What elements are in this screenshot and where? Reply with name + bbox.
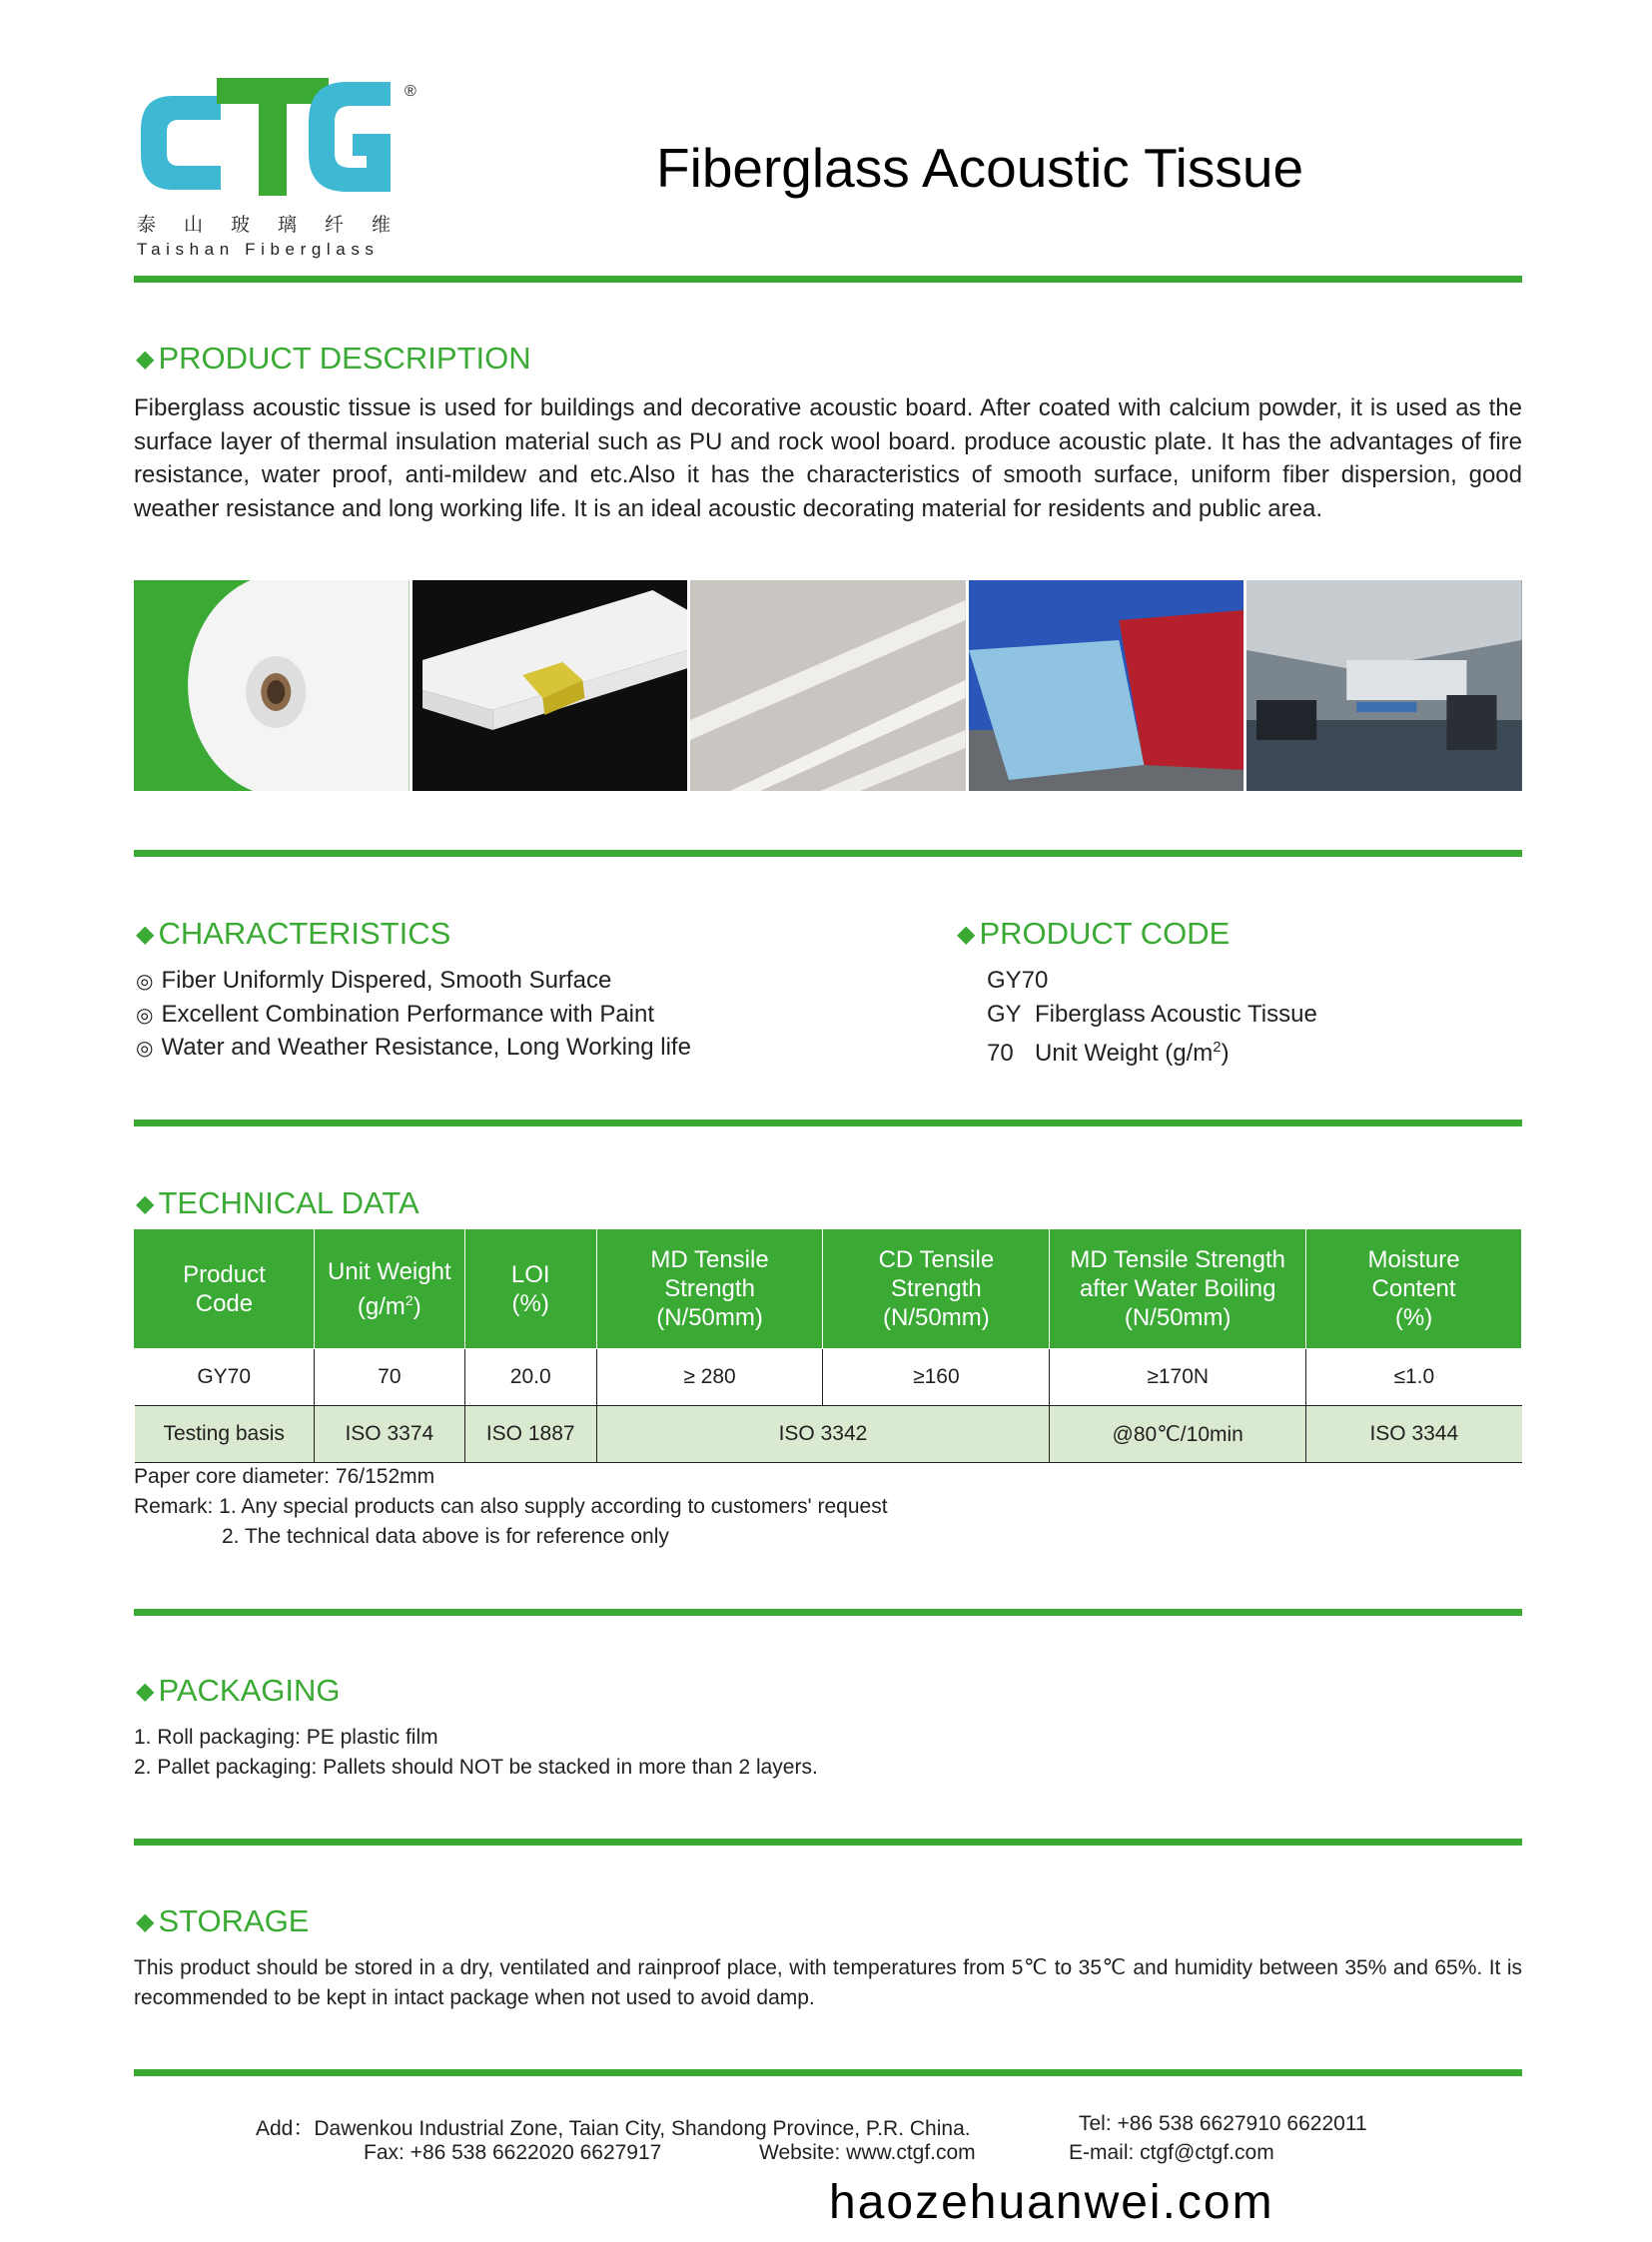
storage-text: This product should be stored in a dry, ventilated and rainproof place, with temperatures from 5℃ to 35℃ and humidity between 35% and 65%. It is recommended to be kept in intact package when not used to avoid damp.: [134, 1956, 1522, 2009]
section-heading-product-code: ◆ PRODUCT CODE: [957, 916, 1231, 951]
table-cell: 70: [314, 1349, 464, 1406]
circle-bullet-icon: ◎: [136, 969, 154, 993]
table-header-cell: CD Tensile Strength (N/50mm): [823, 1229, 1050, 1349]
logo-english-name: Taishan Fiberglass: [137, 240, 380, 259]
table-row: [135, 1349, 1522, 1406]
description-text: Fiberglass acoustic tissue is used for buildings and decorative acoustic board. After coated with calcium powder, it is used as the surface layer of thermal insulation material such as PU and rock wool board. produce acoustic plate. It has the advantages of fire resistance, water proof, anti-mildew and etc.Also it has the characteristics of smooth surface, uniform fiber dispersion, good weather resistance and long working life. It is an ideal acoustic decorating material for residents and public area.: [134, 394, 1522, 522]
product-code-line: GY Fiberglass Acoustic Tissue: [987, 1000, 1317, 1028]
paper-core-note: Paper core diameter: 76/152mm: [134, 1465, 435, 1488]
table-header-row: [135, 1229, 1522, 1349]
table-cell: ≥160: [823, 1349, 1050, 1406]
table-cell: ISO 3374: [314, 1406, 464, 1463]
divider: [134, 1839, 1522, 1846]
table-header-cell: MD Tensile Strength (N/50mm): [596, 1229, 823, 1349]
section-heading-storage: ◆ STORAGE: [136, 1903, 310, 1938]
table-row-testing-basis: [135, 1406, 1522, 1463]
remark-2: 2. The technical data above is for reference only: [222, 1525, 669, 1548]
diamond-bullet-icon: ◆: [136, 1190, 155, 1217]
table-cell: ≤1.0: [1306, 1349, 1522, 1406]
table-header-cell: Product Code: [135, 1229, 315, 1349]
table-header-cell: Unit Weight $(g/m^2)$: [314, 1229, 464, 1349]
photo-board-edges: [690, 580, 966, 791]
diamond-bullet-icon: ◆: [957, 921, 976, 948]
table-header-cell: LOI (%): [464, 1229, 596, 1349]
product-photo-strip: [134, 580, 1522, 791]
list-item: ◎ Water and Weather Resistance, Long Working life: [136, 1034, 691, 1061]
characteristics-list: [136, 964, 691, 1065]
remark-1: Remark: 1. Any special products can also supply according to customers' request: [134, 1495, 888, 1518]
section-heading-packaging: ◆ PACKAGING: [136, 1673, 341, 1708]
footer-address: Add：Dawenkou Industrial Zone, Taian City, Shandong Province, P.R. China.: [256, 2117, 971, 2140]
photo-tissue-roll: [134, 580, 410, 791]
divider: [134, 276, 1522, 283]
packaging-item: 2. Pallet packaging: Pallets should NOT be stacked in more than 2 layers.: [134, 1756, 818, 1779]
circle-bullet-icon: ◎: [136, 1002, 154, 1027]
table-cell: GY70: [135, 1349, 315, 1406]
table-cell: ≥ 280: [596, 1349, 823, 1406]
divider: [134, 1120, 1522, 1126]
footer-email-link[interactable]: E-mail: ctgf@ctgf.com: [1069, 2141, 1274, 2164]
table-cell: ISO 1887: [464, 1406, 596, 1463]
packaging-item: 1. Roll packaging: PE plastic film: [134, 1726, 438, 1749]
table-cell: 20.0: [464, 1349, 596, 1406]
diamond-bullet-icon: ◆: [136, 921, 155, 948]
page-title: Fiberglass Acoustic Tissue: [656, 137, 1304, 199]
table-header-cell: Moisture Content (%): [1306, 1229, 1522, 1349]
logo-chinese-name: 泰山玻璃纤维: [137, 214, 419, 236]
table-cell: ISO 3342: [596, 1406, 1050, 1463]
footer-website-link[interactable]: Website: www.ctgf.com: [759, 2141, 976, 2164]
photo-acoustic-board: [413, 580, 688, 791]
table-cell: Testing basis: [135, 1406, 315, 1463]
photo-colored-panels: [969, 580, 1244, 791]
divider: [134, 2069, 1522, 2076]
diamond-bullet-icon: ◆: [136, 346, 155, 373]
section-heading-technical-data: ◆ TECHNICAL DATA: [136, 1185, 419, 1220]
company-logo: [133, 78, 422, 263]
photo-gym-interior: [1246, 580, 1522, 791]
table-cell: ≥170N: [1050, 1349, 1306, 1406]
product-code-value: GY70: [987, 967, 1049, 994]
list-item: ◎ Fiber Uniformly Dispered, Smooth Surface: [136, 967, 612, 994]
ctg-logo-icon: [133, 78, 422, 203]
table-cell: ISO 3344: [1306, 1406, 1522, 1463]
diamond-bullet-icon: ◆: [136, 1678, 155, 1705]
divider: [134, 1609, 1522, 1616]
product-code-line: 70 Unit Weight $(g/m^2)$: [987, 1039, 1230, 1067]
svg-text:®: ®: [405, 83, 416, 100]
technical-data-table: [134, 1228, 1522, 1463]
diamond-bullet-icon: ◆: [136, 1908, 155, 1935]
watermark-text: haozehuanwei.com: [829, 2176, 1274, 2229]
table-header-cell: MD Tensile Strength after Water Boiling (N/50mm): [1050, 1229, 1306, 1349]
circle-bullet-icon: ◎: [136, 1036, 154, 1060]
table-cell: @80℃/10min: [1050, 1406, 1306, 1463]
list-item: ◎ Excellent Combination Performance with Paint: [136, 1000, 655, 1028]
divider: [134, 850, 1522, 857]
section-heading-description: ◆ PRODUCT DESCRIPTION: [136, 341, 531, 375]
section-heading-characteristics: ◆ CHARACTERISTICS: [136, 916, 451, 951]
product-code-list: [987, 964, 1317, 1065]
footer-fax: Fax: +86 538 6622020 6627917: [364, 2141, 662, 2164]
footer-tel: Tel: +86 538 6627910 6622011: [1079, 2112, 1367, 2135]
